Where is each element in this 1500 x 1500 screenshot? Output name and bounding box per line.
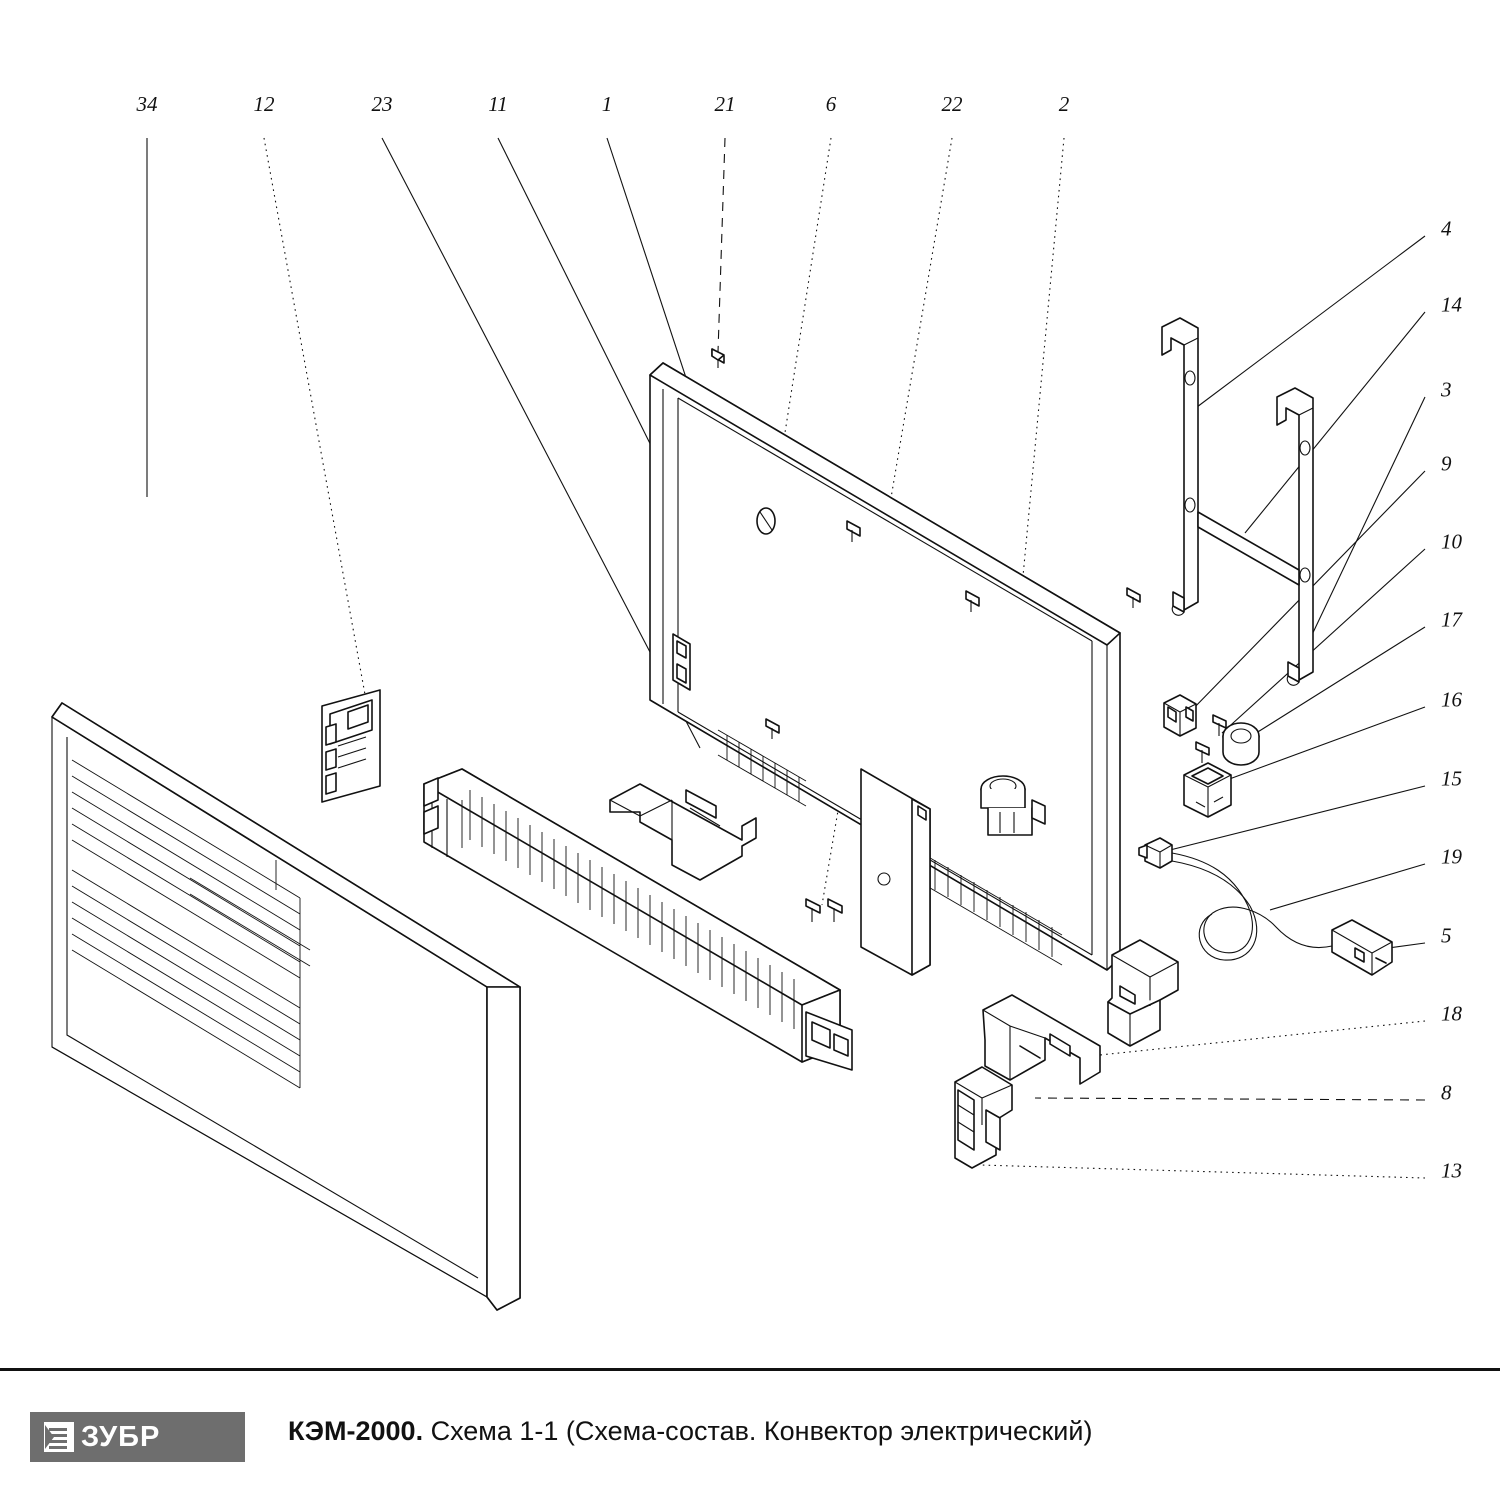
footer (0, 1368, 1500, 1500)
brand-name: ЗУБР (81, 1420, 161, 1453)
part-power-cord (1139, 838, 1392, 975)
part-foot-bracket (955, 1067, 1012, 1168)
callout-6: 6 (825, 92, 837, 116)
callout-14: 14 (1441, 292, 1462, 317)
callout-21: 21 (714, 92, 736, 116)
part-screws-small (806, 899, 842, 922)
callout-19: 19 (1441, 844, 1462, 869)
footer-divider (0, 1368, 1500, 1371)
part-terminal-block (1164, 695, 1196, 736)
scheme-description: Схема 1-1 (Схема-состав. Конвектор электрический) (430, 1416, 1093, 1446)
callout-3: 3 (1441, 377, 1452, 402)
callout-17: 17 (1441, 607, 1462, 632)
part-wall-bracket-left (1162, 318, 1198, 615)
callout-13: 13 (1441, 1158, 1462, 1183)
part-leg-assembly-right (1108, 940, 1178, 1046)
part-bracket-crossbar (1198, 512, 1299, 585)
callout-8: 8 (1441, 1080, 1452, 1105)
callout-22: 22 (941, 92, 963, 116)
part-wall-bracket-right (1277, 388, 1313, 685)
callout-15: 15 (1441, 766, 1462, 791)
callout-9: 9 (1441, 451, 1452, 476)
callout-11: 11 (488, 92, 508, 116)
diagram-caption (288, 1416, 1092, 1447)
callout-34: 34 (136, 92, 158, 116)
callout-16: 16 (1441, 687, 1462, 712)
callout-18: 18 (1441, 1001, 1462, 1026)
callout-5: 5 (1441, 923, 1452, 948)
part-grommet (1223, 723, 1259, 765)
callout-12: 12 (253, 92, 275, 116)
model-number: КЭМ-2000. (288, 1416, 424, 1446)
callout-1: 1 (601, 92, 613, 116)
zubr-logo-icon (44, 1422, 74, 1452)
callout-2: 2 (1058, 92, 1070, 116)
part-screws-pair (1196, 715, 1226, 763)
callout-23: 23 (371, 92, 393, 116)
callout-4: 4 (1441, 216, 1452, 241)
part-bottom-brackets (610, 784, 756, 880)
brand-logo (30, 1412, 245, 1462)
part-control-module (322, 690, 380, 802)
callout-10: 10 (1441, 529, 1462, 554)
part-rocker-switch (1184, 763, 1231, 817)
part-leg-assembly-left (983, 995, 1100, 1084)
